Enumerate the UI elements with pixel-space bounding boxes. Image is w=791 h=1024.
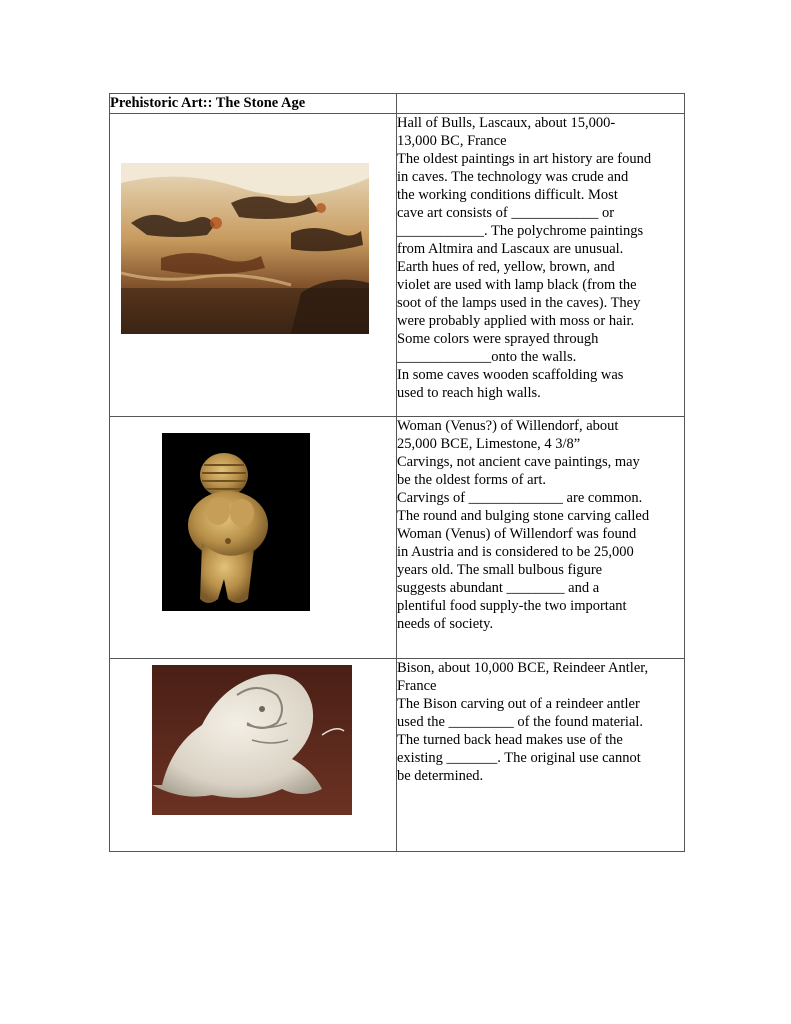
image-cell: [110, 114, 397, 417]
header-right-cell: [397, 94, 685, 114]
image-cell: [110, 659, 397, 852]
image-cell: [110, 417, 397, 659]
description-text: Woman (Venus?) of Willendorf, about 25,000 BCE, Limestone, 4 3/8” Carvings, not ancient cave paintings, may be the oldest forms of art. Carvings of _____________ are common. The round and bulging stone carving called Woman (Venus) of Willendorf was found in Austria and is considered to be 25,000 years old. The small bulbous figure suggests abundant ________ and a plentiful food supply-the two important needs of society.: [397, 417, 685, 659]
description-text: Bison, about 10,000 BCE, Reindeer Antler, France The Bison carving out of a reindeer antler used the _________ of the found material. The turned back head makes use of the existing _______. The original use cannot be determined.: [397, 659, 685, 852]
bison-antler-carving-image: [152, 665, 352, 815]
header-row: [110, 94, 685, 114]
art-worksheet-table: [109, 93, 685, 852]
venus-of-willendorf-image: [162, 433, 310, 611]
table-row: [110, 417, 685, 659]
description-text: Hall of Bulls, Lascaux, about 15,000- 13,000 BC, France The oldest paintings in art history are found in caves. The technology was crude and the working conditions difficult. Most cave art consists of ____________ or ____________. The polychrome paintings from Altmira and Lascaux are unusual. Earth hues of red, yellow, brown, and violet are used with lamp black (from the soot of the lamps used in the caves). They were probably applied with moss or hair. Some colors were sprayed through _____________onto the walls. In some caves wooden scaffolding was used to reach high walls.: [397, 114, 685, 417]
worksheet-title: Prehistoric Art:: The Stone Age: [110, 94, 397, 114]
table-row: [110, 114, 685, 417]
table-row: [110, 659, 685, 852]
lascaux-cave-painting-image: [121, 163, 369, 334]
